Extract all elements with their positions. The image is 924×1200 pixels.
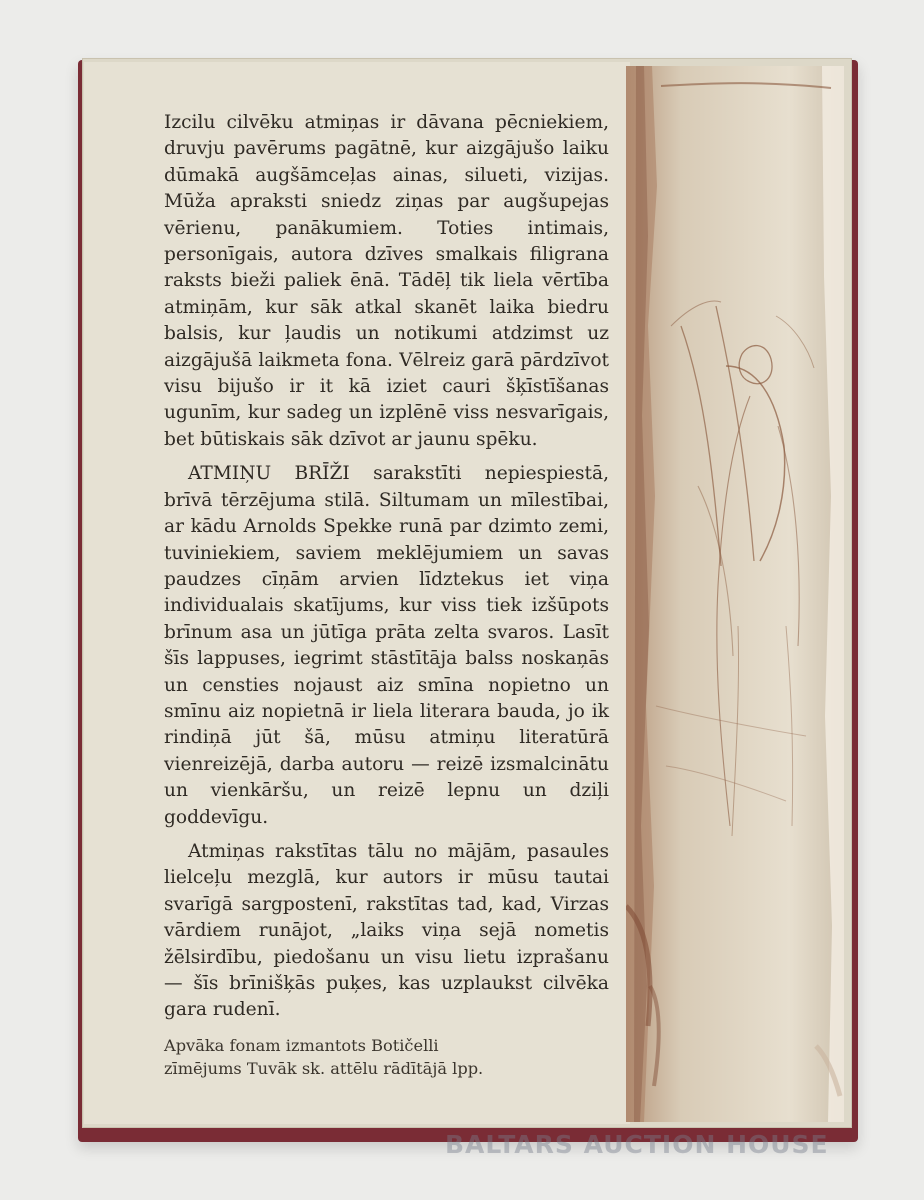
auction-watermark: BALTARS AUCTION HOUSE <box>445 1130 829 1159</box>
paragraph-intro: Izcilu cilvēku atmiņas ir dāvana pēcniekiem, druvju pavērums pagātnē, kur aizgājušo laiku dūmakā augšāmceļas ainas, silueti, vizijas. Mūža apraksti sniedz ziņas par augšupejas vērienu, panākumiem. Toties intimais, personīgais, autora dzīves smalkais filigrana raksts bieži paliek ēnā. Tādēļ tik liela vērtība atmiņām, kur sāk atkal skanēt laika biedru balsis, kur ļaudis un notikumi atdzimst uz aizgājušā laikmeta fona. Vēlreiz garā pārdzīvot visu bijušo ir it kā iziet cauri šķīstīšanas ugunīm, kur sadeg un izplēnē viss nesvarīgais, bet būtiskais sāk dzīvot ar jaunu spēku. <box>164 112 609 450</box>
back-cover-text <box>164 110 609 1096</box>
illustration-caption: Apvāka fonam izmantots Botičelli zīmējums Tuvāk sk. attēlu rādītājā lpp. <box>164 1035 484 1078</box>
paragraph-written-away: Atmiņas rakstītas tālu no mājām, pasaules lielceļu mezglā, kur autors ir mūsu tautai svarīgā sargpostenī, rakstītas tad, kad, Virzas vārdiem runājot, „laiks viņa sejā nometis žēlsirdību, piedošanu un visu lietu izprašanu — šīs brīnišķās puķes, kas uzplaukst cilvēka gara rudenī. <box>164 840 609 1021</box>
drawing-illustration <box>626 66 844 1122</box>
botticelli-drawing-strip <box>626 66 844 1122</box>
paragraph-atminu-brizi: ATMIŅU BRĪŽI sarakstīti nepiespiestā, brīvā tērzējuma stilā. Siltumam un mīlestībai, ar kādu Arnolds Spekke runā par dzimto zemi, tuviniekiem, saviem meklējumiem un savas paudzes cīņām arvien līdztekus iet viņa individualais skatījums, kur viss tiek izšūpots brīnum asa un jūtīga prāta zelta svaros. Lasīt šīs lappuses, iegrimt stāstītāja balss noskaņās un censties nojaust aiz smīna nopietno un smīnu aiz nopietnā ir liela literara bauda, jo ik rindiņā jūt šā, mūsu atmiņu literatūrā vienreizējā, darba autoru — reizē izsmalcinātu un vienkāršu, un reizē lepnu un dziļi goddevīgu. <box>164 463 609 828</box>
